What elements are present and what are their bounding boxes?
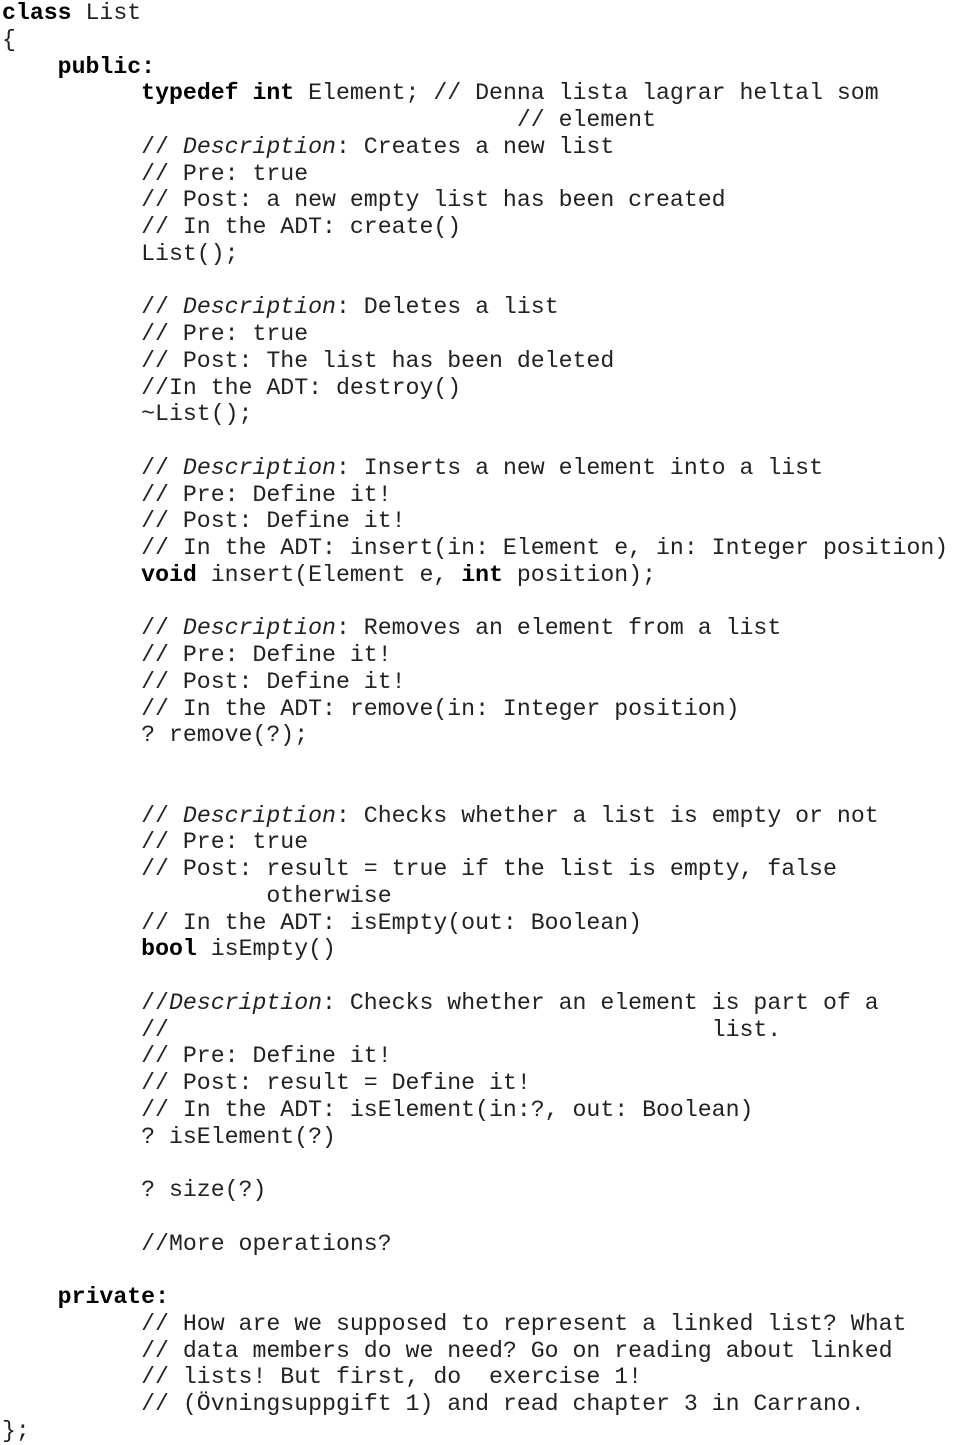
code-text: otherwise xyxy=(2,882,392,909)
code-line xyxy=(2,1418,30,1445)
code-text: // Post: The list has been deleted xyxy=(2,347,615,374)
code-keyword: bool xyxy=(141,936,197,963)
code-line xyxy=(2,0,141,27)
code-text xyxy=(2,80,141,106)
code-text xyxy=(2,936,141,962)
code-text: // Post: a new empty list has been created xyxy=(2,187,726,214)
code-text: : Deletes a list xyxy=(335,294,559,321)
code-emphasis: Description xyxy=(182,294,336,321)
code-text: // xyxy=(2,802,183,829)
code-line xyxy=(2,161,308,188)
code-keyword: class xyxy=(2,0,72,26)
code-line xyxy=(2,241,239,268)
code-text: // How are we supposed to represent a linked list? What xyxy=(2,1310,907,1337)
code-line xyxy=(2,696,739,723)
code-line xyxy=(2,1124,336,1151)
code-keyword: void xyxy=(141,561,197,588)
code-text: { xyxy=(2,26,16,53)
code-line xyxy=(2,187,726,214)
code-text: ? size(?) xyxy=(2,1177,267,1203)
code-text: // xyxy=(2,615,183,642)
code-line xyxy=(2,508,406,535)
code-emphasis: Description xyxy=(182,615,336,642)
code-text: // element xyxy=(2,107,656,133)
code-keyword: int xyxy=(461,561,503,588)
code-line xyxy=(2,1364,642,1391)
code-keyword: public: xyxy=(57,53,156,80)
code-text: // Post: result = Define it! xyxy=(2,1070,531,1096)
code-text: List xyxy=(71,0,142,26)
code-text: // Pre: true xyxy=(2,829,309,856)
code-text: // list. xyxy=(2,1016,782,1043)
code-text: isEmpty() xyxy=(196,936,336,963)
code-text: // In the ADT: insert(in: Element e, in: Integer position) xyxy=(2,535,949,561)
code-line xyxy=(2,455,823,482)
code-line xyxy=(2,856,837,883)
code-line xyxy=(2,562,656,589)
code-text: // xyxy=(2,133,183,160)
code-text: // lists! But first, do exercise 1! xyxy=(2,1364,643,1391)
code-line xyxy=(2,294,559,321)
code-line xyxy=(2,134,614,161)
code-text: : Inserts a new element into a list xyxy=(335,454,823,481)
code-line xyxy=(2,375,461,402)
code-text: : Removes an element from a list xyxy=(335,615,782,642)
code-line xyxy=(2,803,879,830)
code-text: ? isElement(?) xyxy=(2,1123,336,1150)
code-line xyxy=(2,1177,266,1204)
code-line xyxy=(2,1097,753,1124)
code-text: : Checks whether an element is part of a xyxy=(322,989,879,1016)
code-line xyxy=(2,722,308,749)
code-emphasis: Description xyxy=(168,989,323,1016)
code-line xyxy=(2,936,336,963)
code-line xyxy=(2,669,406,696)
code-emphasis: Description xyxy=(182,802,336,829)
code-text: // Pre: Define it! xyxy=(2,642,392,668)
code-text: : Creates a new list xyxy=(335,133,615,160)
code-text: position); xyxy=(502,561,657,588)
code-text: // In the ADT: isEmpty(out: Boolean) xyxy=(2,909,643,936)
code-line xyxy=(2,1284,169,1311)
code-text: // data members do we need? Go on reading about linked xyxy=(2,1337,893,1364)
code-line xyxy=(2,1017,781,1044)
code-emphasis: Description xyxy=(182,133,336,160)
code-text: : Checks whether a list is empty or not xyxy=(335,802,879,829)
code-text: // xyxy=(2,454,183,481)
code-keyword: typedef int xyxy=(141,80,295,107)
code-text: List(); xyxy=(2,240,239,267)
code-line xyxy=(2,910,642,937)
code-line xyxy=(2,1311,906,1338)
code-text: // Post: Define it! xyxy=(2,508,406,535)
code-text: // Pre: Define it! xyxy=(2,481,392,508)
code-text: ~List(); xyxy=(2,401,253,428)
code-text: // In the ADT: isElement(in:?, out: Boolean) xyxy=(2,1096,754,1123)
code-text: ? remove(?); xyxy=(2,722,309,749)
code-line xyxy=(2,990,879,1017)
code-line xyxy=(2,321,308,348)
code-line xyxy=(2,54,155,81)
code-keyword: private: xyxy=(57,1284,169,1310)
code-line xyxy=(2,829,308,856)
code-line xyxy=(2,482,392,509)
code-emphasis: Description xyxy=(182,454,336,481)
code-text: // Post: result = true if the list is empty, false xyxy=(2,856,837,882)
code-line xyxy=(2,214,461,241)
code-text: // xyxy=(2,294,183,321)
code-line xyxy=(2,1043,392,1070)
code-text: // Pre: true xyxy=(2,321,309,347)
code-text: // In the ADT: remove(in: Integer position) xyxy=(2,695,740,722)
code-text: //In the ADT: destroy() xyxy=(2,374,462,401)
code-line xyxy=(2,27,16,54)
code-text: //More operations? xyxy=(2,1230,392,1257)
code-line xyxy=(2,1338,893,1365)
code-line xyxy=(2,883,392,910)
code-line xyxy=(2,348,614,375)
code-line xyxy=(2,107,656,134)
code-text: // (Övningsuppgift 1) and read chapter 3 in Carrano. xyxy=(2,1391,865,1417)
code-text xyxy=(2,562,141,588)
code-line xyxy=(2,535,948,562)
code-line xyxy=(2,1070,531,1097)
code-line xyxy=(2,615,781,642)
code-text xyxy=(2,54,58,80)
code-text: // Post: Define it! xyxy=(2,668,406,695)
code-text: // xyxy=(2,989,169,1016)
code-line xyxy=(2,401,252,428)
code-text: // In the ADT: create() xyxy=(2,214,462,240)
code-text: insert(Element e, xyxy=(196,561,462,588)
code-line xyxy=(2,1231,392,1258)
code-text: // Pre: true xyxy=(2,160,309,187)
code-text: Element; // Denna lista lagrar heltal som xyxy=(294,80,879,107)
code-line xyxy=(2,1391,865,1418)
code-text xyxy=(2,1284,58,1310)
code-line xyxy=(2,642,392,669)
code-text: }; xyxy=(2,1417,30,1444)
code-line xyxy=(2,80,879,107)
code-text: // Pre: Define it! xyxy=(2,1043,392,1070)
